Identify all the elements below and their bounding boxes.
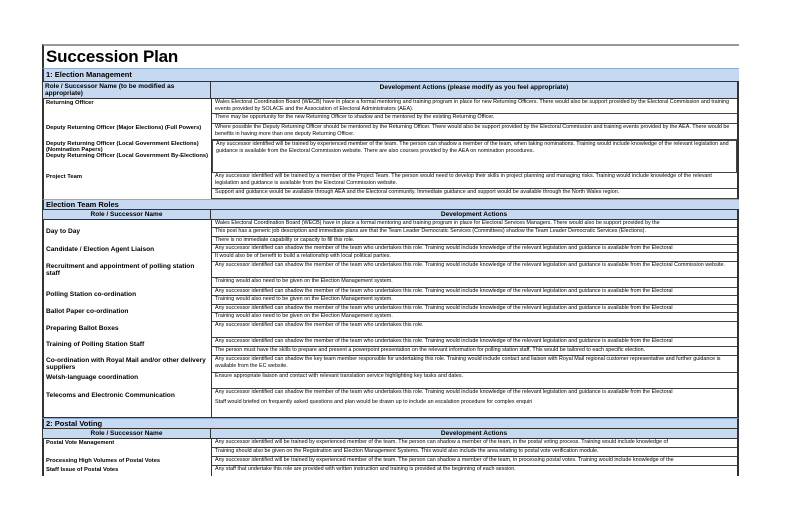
role-cell: Preparing Ballot Boxes — [44, 322, 212, 338]
role-cell: Welsh-language coordination — [44, 373, 212, 389]
action-cell: Staff would briefed on frequently asked questions and plan would be drawn up to include an escalation procedure for complex enquiri — [215, 399, 533, 405]
table-header — [42, 81, 739, 99]
role-cell: Deputy Returning Officer (Major Elections) (Full Powers) — [44, 124, 212, 140]
action-cell: Where possible the Deputy Returning Officer should be mentored by the Returning Officer. There would also be support provided by the Electoral Commission and training events provided by the AEA. There would be benefits in having more than one deputy Returning Officer. — [212, 124, 737, 140]
role-cell — [44, 140, 212, 173]
action-cell: Ensure appropriate liaison and contact with relevant translation service highlighting key tasks and dates. — [212, 373, 737, 389]
action-cell: Any successor identified can shadow the member of the team who undertakes this role. Training would include knowledge of the relevant legislation and guidance is available from the Electoral — [215, 389, 673, 395]
action-cell: Any successor identified can shadow the member of the team who undertakes this role. Training would include knowledge of the relevant legislation and guidance is available from the Electoral — [212, 338, 737, 347]
table-row — [42, 457, 739, 466]
role-cell: Staff Issue of Postal Votes — [44, 466, 212, 476]
table-row — [42, 373, 739, 389]
action-cell: Support and guidance would be available through AEA and the Electoral community. Immediate guidance and support would be available through the North Wales region. — [212, 189, 737, 199]
table-row — [42, 322, 739, 338]
section-label-postal-voting: 2: Postal Voting — [42, 418, 739, 428]
table-row — [42, 389, 739, 418]
role-line: Deputy Returning Officer (Local Government By-Elections) — [46, 153, 209, 159]
action-cell: Any successor identified can shadow the key team member responsible for undertaking this role. Training would include contact and liaison with Royal Mail regional customer representative and further guidance is available from the EC website. — [212, 356, 737, 373]
table-row — [42, 220, 739, 245]
role-cell: Candidate / Election Agent Liaison — [44, 245, 212, 262]
action-cell: Any successor identified will be trained by experienced member of the team. The person can shadow a member of the team, in the postal voting process. Training would include knowledge of — [212, 439, 737, 448]
section-label-election-management: 1: Election Management — [42, 68, 739, 81]
action-cell: Any successor identified will be trained by experienced member of the team. The person can shadow a member of the team, when taking nominations. Training would include knowledge of the relevant legislation and guidance is available from the Electoral Commission website. There are also courses provided by the AEA on nomination procedures. — [212, 140, 737, 173]
role-cell: Postal Vote Management — [44, 439, 212, 457]
action-cell: Wales Electoral Coordination Board (WECB) have in place a formal mentoring and training program in place for Electoral Services Managers. There would also be support provided by the — [212, 220, 737, 228]
role-cell: Returning Officer — [44, 99, 212, 124]
header-actions: Development Actions (please modify as you feel appropriate) — [379, 84, 569, 91]
action-cell: There is no immediate capability or capacity to fill this role. — [212, 237, 737, 245]
action-cell: Any successor identified can shadow the member of the team who undertakes this role. Training would include knowledge of the relevant legislation and guidance is available from the Electoral Commission website. — [212, 262, 737, 278]
table-row — [42, 466, 739, 476]
table-header — [42, 428, 739, 439]
role-cell: Ballot Paper co-ordination — [44, 305, 212, 322]
action-cell: Training would also need to be given on the Election Management system. — [212, 278, 737, 288]
table-row — [42, 245, 739, 262]
table-row — [42, 99, 739, 124]
table-row — [42, 173, 739, 199]
table-row — [42, 439, 739, 457]
role-cell: Project Team — [44, 173, 212, 199]
action-cell: Any successor identified will be trained by experienced member of the team. The person can shadow a member of the team, in processing postal votes. Training would include knowledge of the — [212, 457, 737, 466]
role-cell: Polling Station co-ordination — [44, 288, 212, 305]
header-role: Role / Successor Name (to be modified as appropriate) — [43, 82, 211, 98]
header-actions: Development Actions — [440, 211, 508, 218]
role-cell: Processing High Volumes of Postal Votes — [44, 457, 212, 466]
table-row — [42, 262, 739, 288]
table-header — [42, 209, 739, 220]
action-cell: Any successor identified will be trained by a member of the Project Team. The person would need to develop their skills in project planning and managing risks. Training would include knowledge of the relevant legislation and guidance is available from the Electoral Commission website. — [212, 173, 737, 189]
title-row — [42, 44, 739, 68]
table-row — [42, 305, 739, 322]
header-role: Role / Successor Name — [43, 210, 211, 219]
role-cell: Day to Day — [44, 220, 212, 245]
role-cell: Recruitment and appointment of polling station staff — [44, 262, 212, 288]
table-row — [42, 356, 739, 373]
action-cell: Any successor identified can shadow the member of the team who undertakes this role. Training would include knowledge of the relevant legislation and guidance is available from the Electoral — [212, 245, 737, 253]
role-line: Deputy Returning Officer (Local Government Elections) (Nomination Papers) — [46, 141, 199, 153]
action-cell: Any successor identified can shadow the member of the team who undertakes this role. — [212, 322, 737, 338]
action-cell: Training should also be given on the Registration and Election Management Systems. This would also include the area relating to postal vote verification module. — [212, 448, 737, 457]
table-row — [42, 338, 739, 356]
succession-plan-sheet — [42, 44, 739, 476]
action-cell: The person must have the skills to prepare and present a powerpoint presentation on the relevant information for polling station staff. This would be tailored to each specific election. — [212, 347, 737, 356]
page-title: Succession Plan — [46, 47, 179, 66]
action-cell: It would also be of benefit to build a relationship with local political parties. — [212, 253, 737, 262]
header-actions: Development Actions — [440, 430, 508, 437]
action-cell: Any successor identified can shadow the member of the team who undertakes this role. Training would include knowledge of the relevant legislation and guidance is available from the Electoral — [212, 305, 737, 313]
action-cell: Any successor identified can shadow the member of the team who undertakes this role. Training would include knowledge of the relevant legislation and guidance is available from the Electoral — [212, 288, 737, 296]
action-cell: Wales Electoral Coordination Board (WECB) have in place a formal mentoring and training program in place for new Returning Officers. There would also be support provided by the Electoral Commission and training events provided by SOLACE and the Association of Electoral Administrators (AEA). — [212, 99, 737, 114]
action-cell: There may be opportunity for the new Returning Officer to shadow and be mentored by the existing Returning Officer. — [212, 114, 737, 124]
action-cell: Any staff that undertake this role are provided with written instruction and training is provided at the beginning of each session. — [215, 466, 516, 472]
table-row — [42, 288, 739, 305]
role-cell: Telecoms and Electronic Communication — [44, 389, 212, 417]
action-cell: Training would also need to be given on the Election Management system. — [212, 296, 737, 305]
action-cell: This post has a generic job description and immediate plans are that the Team Leader Democratic Services (Committees) shadow the Team Leader Democratic Services (Elections). — [212, 228, 737, 237]
header-role: Role / Successor Name — [43, 429, 211, 438]
table-row — [42, 140, 739, 173]
section-label-election-team-roles: Election Team Roles — [42, 199, 739, 209]
role-cell: Training of Polling Station Staff — [44, 338, 212, 356]
table-row — [42, 124, 739, 140]
role-cell: Co-ordination with Royal Mail and/or other delivery suppliers — [44, 356, 212, 373]
action-cell: Training would also need to be given on the Election Management system. — [212, 313, 737, 322]
